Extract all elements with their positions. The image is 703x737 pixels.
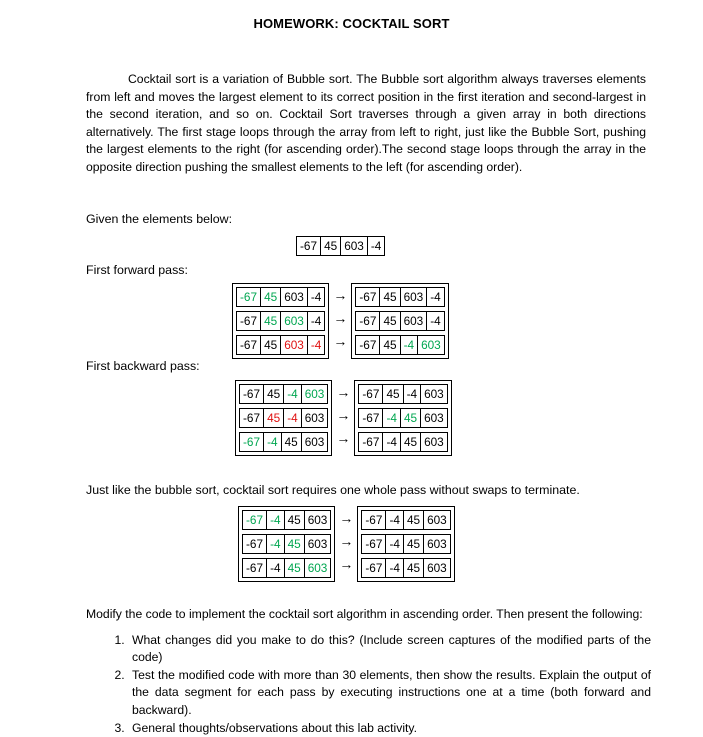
array-cell: -67: [240, 385, 264, 404]
array-cell: -4: [284, 409, 302, 428]
array-cell: 603: [301, 385, 328, 404]
array-cell: -4: [307, 336, 325, 355]
array-cell: -4: [427, 288, 445, 307]
array-row-table: [242, 558, 331, 578]
arrow-right-icon: →: [339, 533, 354, 549]
array-cell: 45: [264, 385, 284, 404]
array-cell: 603: [341, 237, 368, 256]
array-cell: -4: [386, 559, 404, 578]
terminate-text: Just like the bubble sort, cocktail sort requires one whole pass without swaps to terminate.: [86, 483, 580, 497]
array-row-table: [239, 432, 328, 452]
arrow-right-icon: →: [336, 407, 351, 423]
array-row-table: [236, 287, 325, 307]
array-cell: -67: [362, 535, 386, 554]
array-cell: 45: [264, 409, 284, 428]
pass-before-frame: [232, 283, 329, 359]
array-cell: -67: [240, 433, 264, 452]
forward-pass-label: First forward pass:: [86, 263, 188, 277]
array-cell: 603: [424, 535, 451, 554]
array-cell: 45: [380, 312, 400, 331]
array-row-table: [355, 287, 444, 307]
pass-before-frame: [238, 506, 335, 582]
array-cell: -67: [297, 237, 321, 256]
array-cell: 45: [403, 511, 423, 530]
array-cell: -67: [237, 336, 261, 355]
array-row-table: [358, 432, 447, 452]
array-cell: 603: [418, 336, 445, 355]
array-cell: -67: [237, 288, 261, 307]
array-cell: -67: [356, 312, 380, 331]
array-cell: 603: [304, 535, 331, 554]
array-row-table: [358, 408, 447, 428]
array-cell: 45: [284, 559, 304, 578]
array-cell: 603: [301, 409, 328, 428]
array-cell: -67: [243, 511, 267, 530]
array-cell: 45: [403, 559, 423, 578]
intro-text: Cocktail sort is a variation of Bubble sort. The Bubble sort algorithm always traverses elements from left and moves the largest element to its correct position in the first iteration and second-largest in the second iteration, and so on. Cocktail Sort traverses through a given array in both directions alternatively. The first stage loops through the array from left to right, just like the Bubble Sort, pushing the largest elements to the right (for ascending order).The second stage loops through the array in the opposite direction pushing the smallest elements to the left (for ascending order).: [86, 72, 646, 174]
array-cell: -67: [243, 559, 267, 578]
arrow-column: [329, 283, 351, 355]
array-cell: 603: [281, 312, 308, 331]
array-row-table: [361, 510, 450, 530]
array-cell: 603: [424, 559, 451, 578]
array-cell: 45: [400, 409, 420, 428]
array-cell: -4: [383, 433, 401, 452]
arrow-right-icon: →: [339, 556, 354, 572]
final-pass-group: [238, 506, 455, 582]
array-cell: 603: [281, 288, 308, 307]
array-row-table: [239, 408, 328, 428]
array-row-table: [355, 335, 444, 355]
question-item: 3. General thoughts/observations about this lab activity.: [128, 720, 651, 737]
array-row-table: [355, 311, 444, 331]
array-row-table: [242, 534, 331, 554]
arrow-right-icon: →: [336, 384, 351, 400]
array-cell: 45: [284, 511, 304, 530]
document-title: HOMEWORK: COCKTAIL SORT: [253, 16, 450, 31]
array-cell: -4: [267, 535, 285, 554]
arrow-right-icon: →: [333, 310, 348, 326]
instructions-section: [86, 606, 651, 737]
array-cell: 45: [400, 433, 420, 452]
array-row-table: [242, 510, 331, 530]
array-cell: 603: [421, 433, 448, 452]
array-row-table: [358, 384, 447, 404]
array-cell: -4: [403, 385, 421, 404]
array-cell: -4: [267, 511, 285, 530]
array-cell: 45: [281, 433, 301, 452]
array-cell: -4: [400, 336, 418, 355]
array-cell: 45: [261, 312, 281, 331]
intro-paragraph: [86, 71, 646, 177]
array-cell: -67: [359, 409, 383, 428]
array-cell: 45: [403, 535, 423, 554]
array-cell: 603: [400, 312, 427, 331]
array-cell: -4: [386, 535, 404, 554]
array-cell: 603: [304, 559, 331, 578]
backward-pass-group: [235, 380, 452, 456]
instructions-text: Modify the code to implement the cocktail sort algorithm in ascending order. Then present the following:: [86, 607, 643, 621]
given-array: [296, 236, 385, 256]
array-cell: -67: [240, 409, 264, 428]
question-item: 2. Test the modified code with more than 30 elements, then show the results. Explain the output of the data segment for each pass by executing instructions one at a time (both forward and backward).: [128, 667, 651, 720]
given-label: Given the elements below:: [86, 212, 233, 226]
array-cell: -67: [362, 511, 386, 530]
question-item: 1. What changes did you make to do this? (Include screen captures of the modified parts of the code): [128, 632, 651, 667]
backward-pass-label: First backward pass:: [86, 359, 200, 373]
array-cell: -67: [359, 433, 383, 452]
array-cell: 603: [281, 336, 308, 355]
array-cell: 45: [261, 336, 281, 355]
arrow-right-icon: →: [333, 333, 348, 349]
array-cell: -4: [367, 237, 385, 256]
arrow-right-icon: →: [339, 510, 354, 526]
array-cell: 603: [421, 385, 448, 404]
arrow-column: [335, 506, 357, 578]
array-cell: 45: [380, 288, 400, 307]
array-cell: 603: [421, 409, 448, 428]
arrow-column: [332, 380, 354, 452]
array-cell: -67: [237, 312, 261, 331]
array-cell: -4: [307, 288, 325, 307]
array-cell: -4: [284, 385, 302, 404]
array-cell: 603: [301, 433, 328, 452]
array-cell: 603: [304, 511, 331, 530]
array-cell: 45: [261, 288, 281, 307]
pass-after-frame: [354, 380, 451, 456]
array-cell: -4: [307, 312, 325, 331]
array-row-table: [361, 558, 450, 578]
array-cell: 45: [383, 385, 403, 404]
array-cell: -4: [427, 312, 445, 331]
array-cell: -67: [359, 385, 383, 404]
given-array-row: [297, 237, 385, 256]
array-cell: 603: [424, 511, 451, 530]
array-cell: -4: [267, 559, 285, 578]
pass-after-frame: [351, 283, 448, 359]
given-array-table: [296, 236, 385, 256]
pass-before-frame: [235, 380, 332, 456]
array-cell: -67: [356, 336, 380, 355]
array-cell: 603: [400, 288, 427, 307]
array-row-table: [236, 335, 325, 355]
array-cell: -67: [362, 559, 386, 578]
array-cell: -4: [383, 409, 401, 428]
array-cell: 45: [321, 237, 341, 256]
array-row-table: [239, 384, 328, 404]
forward-pass-group: [232, 283, 449, 359]
array-cell: -4: [386, 511, 404, 530]
array-cell: -67: [356, 288, 380, 307]
array-row-table: [361, 534, 450, 554]
arrow-right-icon: →: [336, 430, 351, 446]
arrow-right-icon: →: [333, 287, 348, 303]
array-cell: -67: [243, 535, 267, 554]
array-row-table: [236, 311, 325, 331]
array-cell: -4: [264, 433, 282, 452]
array-cell: 45: [380, 336, 400, 355]
pass-after-frame: [357, 506, 454, 582]
array-cell: 45: [284, 535, 304, 554]
questions-list: [86, 632, 651, 737]
